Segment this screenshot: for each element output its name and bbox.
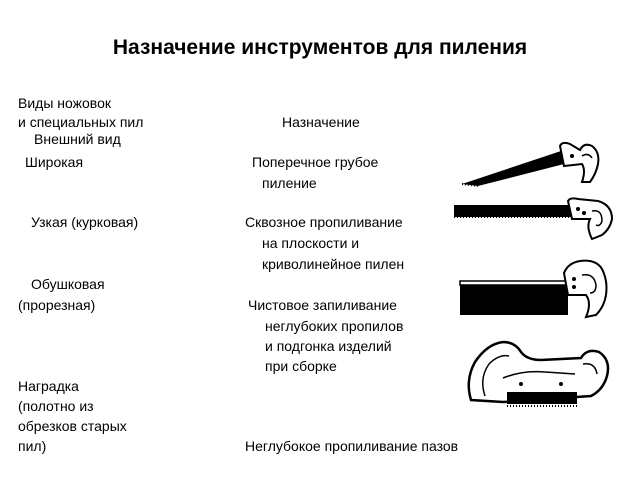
row-1-purpose-line1: Поперечное грубое (252, 154, 379, 170)
row-3-purpose-line3: и подгонка изделий (265, 338, 392, 354)
row-3-purpose-line1: Чистовое запиливание (248, 297, 397, 313)
row-4-purpose: Неглубокое пропиливание пазов (245, 438, 459, 454)
row-4-name-line2: (полотно из (18, 398, 94, 414)
row-4-name-line3: обрезков старых (18, 418, 127, 434)
header-purpose: Назначение (282, 114, 360, 130)
row-3-purpose-line4: при сборке (265, 358, 337, 374)
page-title: Назначение инструментов для пиления (112, 36, 528, 59)
back-saw-icon (456, 255, 616, 325)
header-appearance: Внешний вид (34, 131, 121, 147)
row-2-purpose-line1: Сквозное пропиливание (245, 214, 403, 230)
header-types-line1: Виды ножовок (18, 95, 111, 111)
row-1-purpose-line2: пиление (262, 175, 317, 191)
narrow-saw-icon (452, 195, 617, 245)
row-3-name-line1: Обушковая (31, 276, 105, 292)
header-types-line2: и специальных пил (18, 114, 144, 130)
row-4-name-line4: пил) (18, 438, 47, 454)
row-1-name: Широкая (25, 154, 84, 170)
row-2-name: Узкая (курковая) (31, 214, 139, 230)
row-2-purpose-line2: на плоскости и (262, 235, 360, 251)
row-3-name-line2: (прорезная) (18, 297, 96, 313)
row-2-purpose-line3: криволинейное пилен (262, 256, 405, 272)
wide-saw-icon (460, 138, 610, 188)
row-4-name-line1: Наградка (18, 378, 79, 394)
row-3-purpose-line2: неглубоких пропилов (265, 318, 404, 334)
groove-saw-icon (463, 330, 623, 412)
